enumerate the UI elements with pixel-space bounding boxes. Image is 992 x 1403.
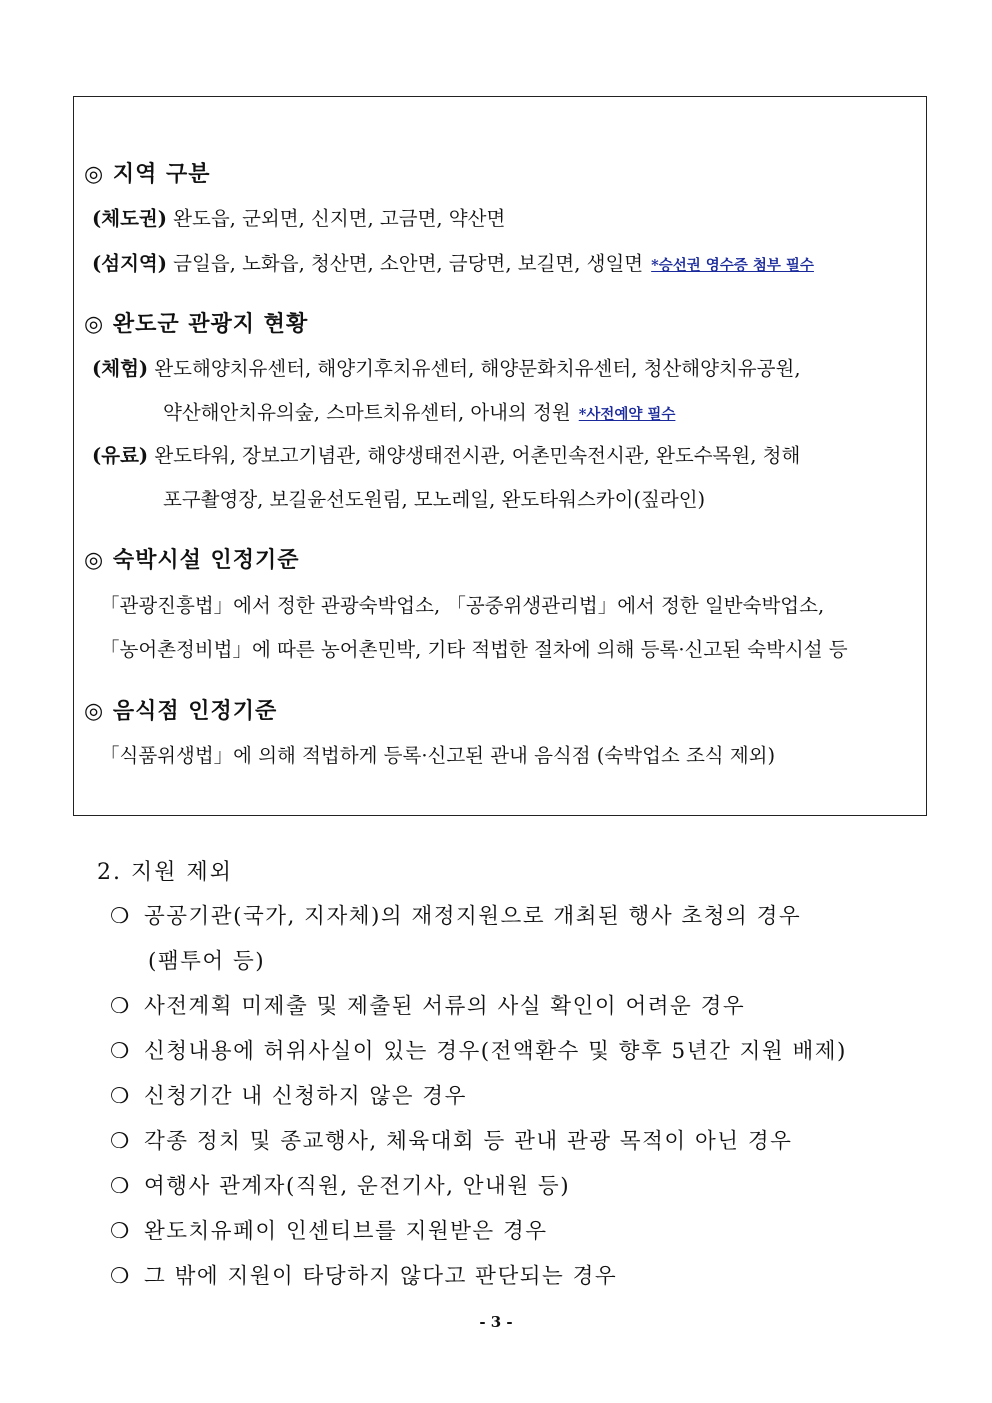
- experience-tag: (체험): [92, 357, 149, 380]
- page-number: - 3 -: [479, 1313, 513, 1331]
- exclusion-item: ❍ 신청내용에 허위사실이 있는 경우(전액환수 및 향후 5년간 지원 배제): [110, 1039, 847, 1064]
- bullet-icon: ❍: [110, 1264, 131, 1289]
- section2-title: 2. 지원 제외: [97, 860, 233, 885]
- lodging-heading: ◎ 숙박시설 인정기준: [84, 547, 300, 573]
- lodging-line1: 「관광진흥법」에서 정한 관광숙박업소, 「공중위생관리법」에서 정한 일반숙박업소,: [100, 594, 825, 617]
- mainland-row: [92, 203, 505, 231]
- experience-row-2: [163, 397, 675, 425]
- paid-row: [92, 440, 800, 468]
- bullet-icon: ❍: [110, 1084, 131, 1109]
- island-row: [92, 248, 814, 276]
- bullet-icon: ❍: [110, 1219, 131, 1244]
- bullet-icon: ❍: [110, 994, 131, 1019]
- paid-tag: (유료): [92, 444, 149, 467]
- island-text: 금일읍, 노화읍, 청산면, 소안면, 금당면, 보길면, 생일면: [173, 252, 644, 275]
- exclusion-item: ❍ 사전계획 미제출 및 제출된 서류의 사실 확인이 어려운 경우: [110, 994, 746, 1019]
- mainland-text: 완도읍, 군외면, 신지면, 고금면, 약산면: [173, 207, 506, 230]
- experience-line1: 완도해양치유센터, 해양기후치유센터, 해양문화치유센터, 청산해양치유공원,: [154, 357, 801, 380]
- exclusion-item: ❍ 각종 정치 및 종교행사, 체육대회 등 관내 관광 목적이 아닌 경우: [110, 1129, 793, 1154]
- exclusion-item-continuation: (팸투어 등): [148, 949, 266, 974]
- region-heading: ◎ 지역 구분: [84, 161, 211, 187]
- experience-note: *사전예약 필수: [578, 406, 676, 423]
- tourism-heading: ◎ 완도군 관광지 현황: [84, 311, 309, 337]
- island-note: *승선권 영수증 첨부 필수: [651, 257, 814, 274]
- lodging-line2: 「농어촌정비법」에 따른 농어촌민박, 기타 적법한 절차에 의해 등록·신고된 숙박시설 등: [100, 638, 848, 661]
- exclusion-item: ❍ 공공기관(국가, 지자체)의 재정지원으로 개최된 행사 초청의 경우: [110, 904, 802, 929]
- paid-line1: 완도타워, 장보고기념관, 해양생태전시관, 어촌민속전시관, 완도수목원, 청해: [154, 444, 801, 467]
- exclusion-item: ❍ 그 밖에 지원이 타당하지 않다고 판단되는 경우: [110, 1264, 618, 1289]
- bullet-icon: ❍: [110, 1039, 131, 1064]
- island-tag: (섬지역): [92, 252, 167, 275]
- experience-line2: 약산해안치유의숲, 스마트치유센터, 아내의 정원: [163, 401, 571, 424]
- food-line1: 「식품위생법」에 의해 적법하게 등록·신고된 관내 음식점 (숙박업소 조식 제외): [100, 744, 776, 767]
- paid-line2: 포구촬영장, 보길윤선도원림, 모노레일, 완도타워스카이(짚라인): [163, 488, 706, 511]
- bullet-icon: ❍: [110, 1174, 131, 1199]
- exclusion-item: ❍ 신청기간 내 신청하지 않은 경우: [110, 1084, 467, 1109]
- exclusion-item: ❍ 완도치유페이 인센티브를 지원받은 경우: [110, 1219, 548, 1244]
- exclusion-item: ❍ 여행사 관계자(직원, 운전기사, 안내원 등): [110, 1174, 571, 1199]
- bullet-icon: ❍: [110, 1129, 131, 1154]
- experience-row: [92, 353, 801, 381]
- food-heading: ◎ 음식점 인정기준: [84, 698, 278, 724]
- bullet-icon: ❍: [110, 904, 131, 929]
- mainland-tag: (체도권): [92, 207, 167, 230]
